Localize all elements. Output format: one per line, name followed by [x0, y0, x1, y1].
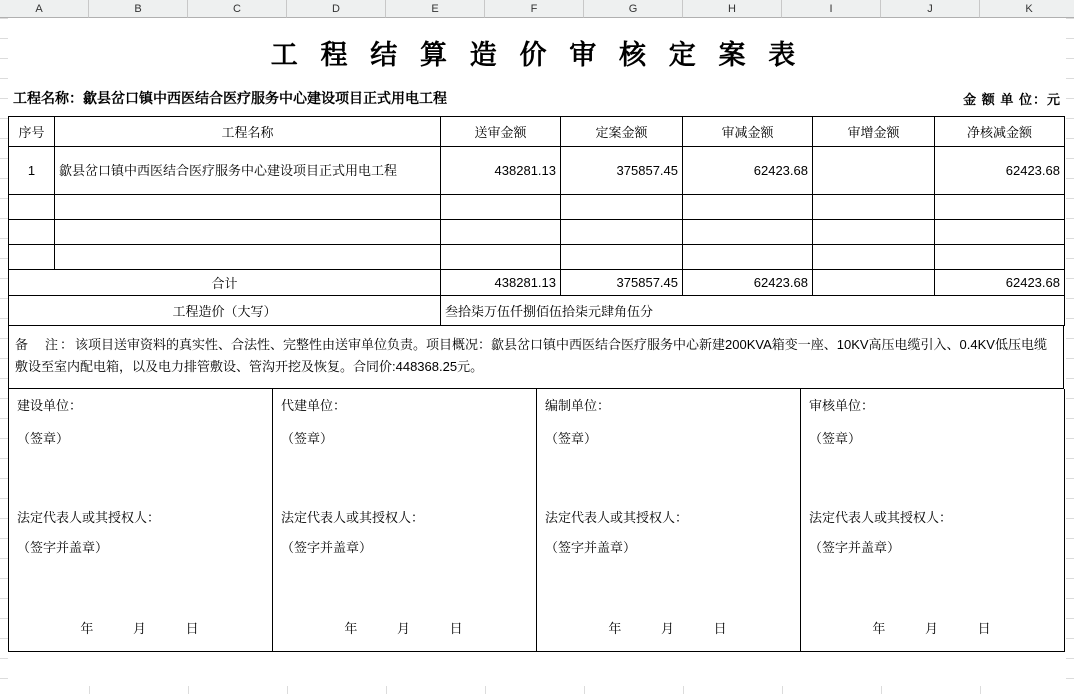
signature-block-agent: [273, 389, 537, 651]
date-year-label: 年: [344, 620, 360, 636]
signature-sign-seal-label: （签字并盖章）: [17, 540, 109, 555]
cell-net-reduced: 62423.68: [935, 147, 1065, 195]
signature-sign-seal-label: （签字并盖章）: [281, 540, 373, 555]
cell-empty: [935, 245, 1065, 270]
date-month-label: 月: [660, 620, 676, 636]
cell-empty: [813, 245, 935, 270]
cell-empty: [441, 220, 561, 245]
signature-block-auditor: [801, 389, 1065, 651]
cell-submitted: 438281.13: [441, 147, 561, 195]
signature-table: [8, 389, 1065, 652]
cell-empty: [935, 195, 1065, 220]
total-approved: 375857.45: [561, 270, 683, 296]
column-header-d[interactable]: D: [287, 0, 386, 18]
signature-unit-label: 建设单位：: [17, 398, 83, 413]
remark-text: 该项目送审资料的真实性、合法性、完整性由送审单位负责。项目概况：歙县岔口镇中西医结合医疗服务中心新建200KVA箱变一座、10KV高压电缆引入、0.4KV低压电缆敷设至室内配电箱，以及电力排管敷设、管沟开挖及恢复。合同价:448368.25元。: [15, 337, 1047, 374]
document-meta: [8, 82, 1066, 116]
table-row-empty: [9, 220, 1065, 245]
signature-date-line: [537, 618, 800, 637]
column-header-c[interactable]: C: [188, 0, 287, 18]
date-year-label: 年: [608, 620, 624, 636]
total-reduced: 62423.68: [683, 270, 813, 296]
page-title: 工 程 结 算 造 价 审 核 定 案 表: [270, 40, 804, 70]
date-day-label: 日: [449, 620, 465, 636]
column-header-i[interactable]: I: [782, 0, 881, 18]
cell-empty: [935, 220, 1065, 245]
total-increased: [813, 270, 935, 296]
table-header-row: [9, 117, 1065, 147]
date-month-label: 月: [132, 620, 148, 636]
project-name-label: 工程名称：歙县岔口镇中西医结合医疗服务中心建设项目正式用电工程: [13, 90, 447, 106]
cell-reduced: 62423.68: [683, 147, 813, 195]
column-header-j[interactable]: J: [881, 0, 980, 18]
cell-no: 1: [9, 147, 55, 195]
signature-sign-seal-label: （签字并盖章）: [545, 540, 637, 555]
total-label: 合计: [9, 270, 441, 296]
cost-audit-table: [8, 116, 1065, 326]
cell-empty: [55, 220, 441, 245]
col-header-reduced: 审减金额: [683, 117, 813, 147]
signature-seal-label: （签章）: [17, 431, 70, 446]
cell-empty: [441, 245, 561, 270]
cell-increased: [813, 147, 935, 195]
column-header-a[interactable]: A: [0, 0, 89, 18]
cell-empty: [683, 245, 813, 270]
col-header-submitted: 送审金额: [441, 117, 561, 147]
cell-empty: [55, 195, 441, 220]
col-header-net-reduced: 净核减金额: [935, 117, 1065, 147]
remark-block: [8, 326, 1064, 389]
column-header-b[interactable]: B: [89, 0, 188, 18]
cell-approved: 375857.45: [561, 147, 683, 195]
signature-date-line: [801, 618, 1064, 637]
column-header-f[interactable]: F: [485, 0, 584, 18]
date-month-label: 月: [396, 620, 412, 636]
signature-seal-label: （签章）: [545, 431, 598, 446]
table-total-row: [9, 270, 1065, 296]
date-year-label: 年: [872, 620, 888, 636]
signature-date-line: [273, 618, 536, 637]
signature-representative-label: 法定代表人或其授权人：: [281, 510, 425, 525]
total-submitted: 438281.13: [441, 270, 561, 296]
date-month-label: 月: [924, 620, 940, 636]
cell-project-name: 歙县岔口镇中西医结合医疗服务中心建设项目正式用电工程: [55, 147, 441, 195]
signature-row: [9, 389, 1065, 651]
col-header-approved: 定案金额: [561, 117, 683, 147]
signature-unit-label: 代建单位：: [281, 398, 347, 413]
cell-empty: [55, 245, 441, 270]
col-header-increased: 审增金额: [813, 117, 935, 147]
column-header-e[interactable]: E: [386, 0, 485, 18]
cell-empty: [813, 220, 935, 245]
uppercase-value: 叁拾柒万伍仟捌佰伍拾柒元肆角伍分: [441, 296, 1065, 326]
col-header-name: 工程名称: [55, 117, 441, 147]
col-header-no: 序号: [9, 117, 55, 147]
signature-seal-label: （签章）: [281, 431, 334, 446]
total-net-reduced: 62423.68: [935, 270, 1065, 296]
signature-date-line: [9, 618, 272, 637]
signature-block-construction: [9, 389, 273, 651]
signature-seal-label: （签章）: [809, 431, 862, 446]
cell-empty: [813, 195, 935, 220]
signature-unit-label: 编制单位：: [545, 398, 611, 413]
signature-sign-seal-label: （签字并盖章）: [809, 540, 901, 555]
remark-label: 备 注：: [15, 337, 76, 352]
cell-empty: [561, 245, 683, 270]
amount-unit-label: 金 额 单 位：元: [963, 92, 1061, 107]
table-row: [9, 147, 1065, 195]
signature-block-preparer: [537, 389, 801, 651]
table-row-empty: [9, 245, 1065, 270]
cell-empty: [441, 195, 561, 220]
table-uppercase-row: [9, 296, 1065, 326]
signature-unit-label: 审核单位：: [809, 398, 875, 413]
table-row-empty: [9, 195, 1065, 220]
date-day-label: 日: [185, 620, 201, 636]
cell-empty: [9, 220, 55, 245]
signature-representative-label: 法定代表人或其授权人：: [545, 510, 689, 525]
column-header-h[interactable]: H: [683, 0, 782, 18]
column-header-g[interactable]: G: [584, 0, 683, 18]
cell-empty: [683, 195, 813, 220]
cell-empty: [683, 220, 813, 245]
date-day-label: 日: [713, 620, 729, 636]
date-year-label: 年: [80, 620, 96, 636]
signature-representative-label: 法定代表人或其授权人：: [17, 510, 161, 525]
cell-empty: [9, 245, 55, 270]
cell-empty: [561, 220, 683, 245]
column-header-k[interactable]: K: [980, 0, 1074, 18]
cell-empty: [561, 195, 683, 220]
document-sheet: [8, 18, 1066, 686]
cell-empty: [9, 195, 55, 220]
date-day-label: 日: [977, 620, 993, 636]
signature-representative-label: 法定代表人或其授权人：: [809, 510, 953, 525]
uppercase-label: 工程造价（大写）: [9, 296, 441, 326]
